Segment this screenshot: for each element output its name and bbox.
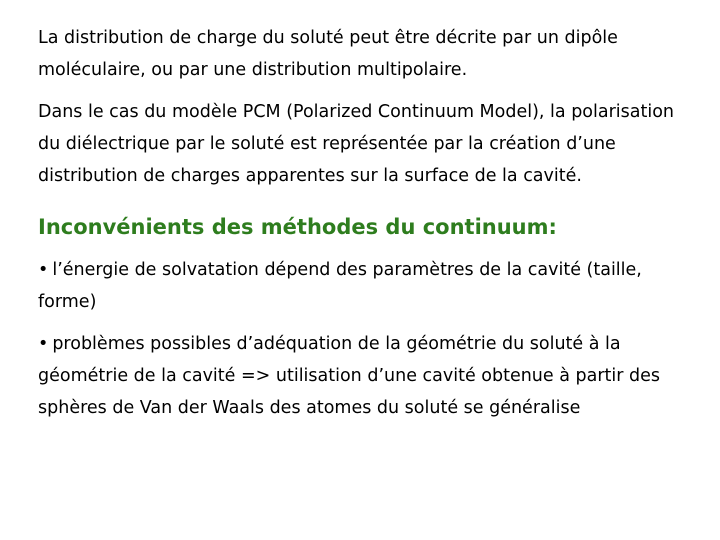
section-heading: Inconvénients des méthodes du continuum: <box>38 215 557 239</box>
intro-paragraph-2: Dans le cas du modèle PCM (Polarized Continuum Model), la polarisation du diélectrique par le soluté est représentée par la création d’une distribution de charges apparentes sur la surface de la cavité. <box>38 102 675 186</box>
bullet-dot-icon: • <box>38 334 49 354</box>
bullet-item-geometry <box>38 328 688 424</box>
bullet-dot-icon: • <box>38 260 49 280</box>
bullet-text: problèmes possibles d’adéquation de la géométrie du soluté à la géométrie de la cavité => utilisation d’une cavité obtenue à partir des sphères de Van der Waals des atomes du soluté se généralise <box>38 334 661 418</box>
bullet-text: l’énergie de solvatation dépend des paramètres de la cavité (taille, forme) <box>38 260 642 312</box>
intro-paragraph-1: La distribution de charge du soluté peut être décrite par un dipôle moléculaire, ou par une distribution multipolaire. <box>38 28 618 80</box>
bullet-item-cavity-parameters <box>38 254 688 318</box>
slide-content <box>38 22 688 434</box>
